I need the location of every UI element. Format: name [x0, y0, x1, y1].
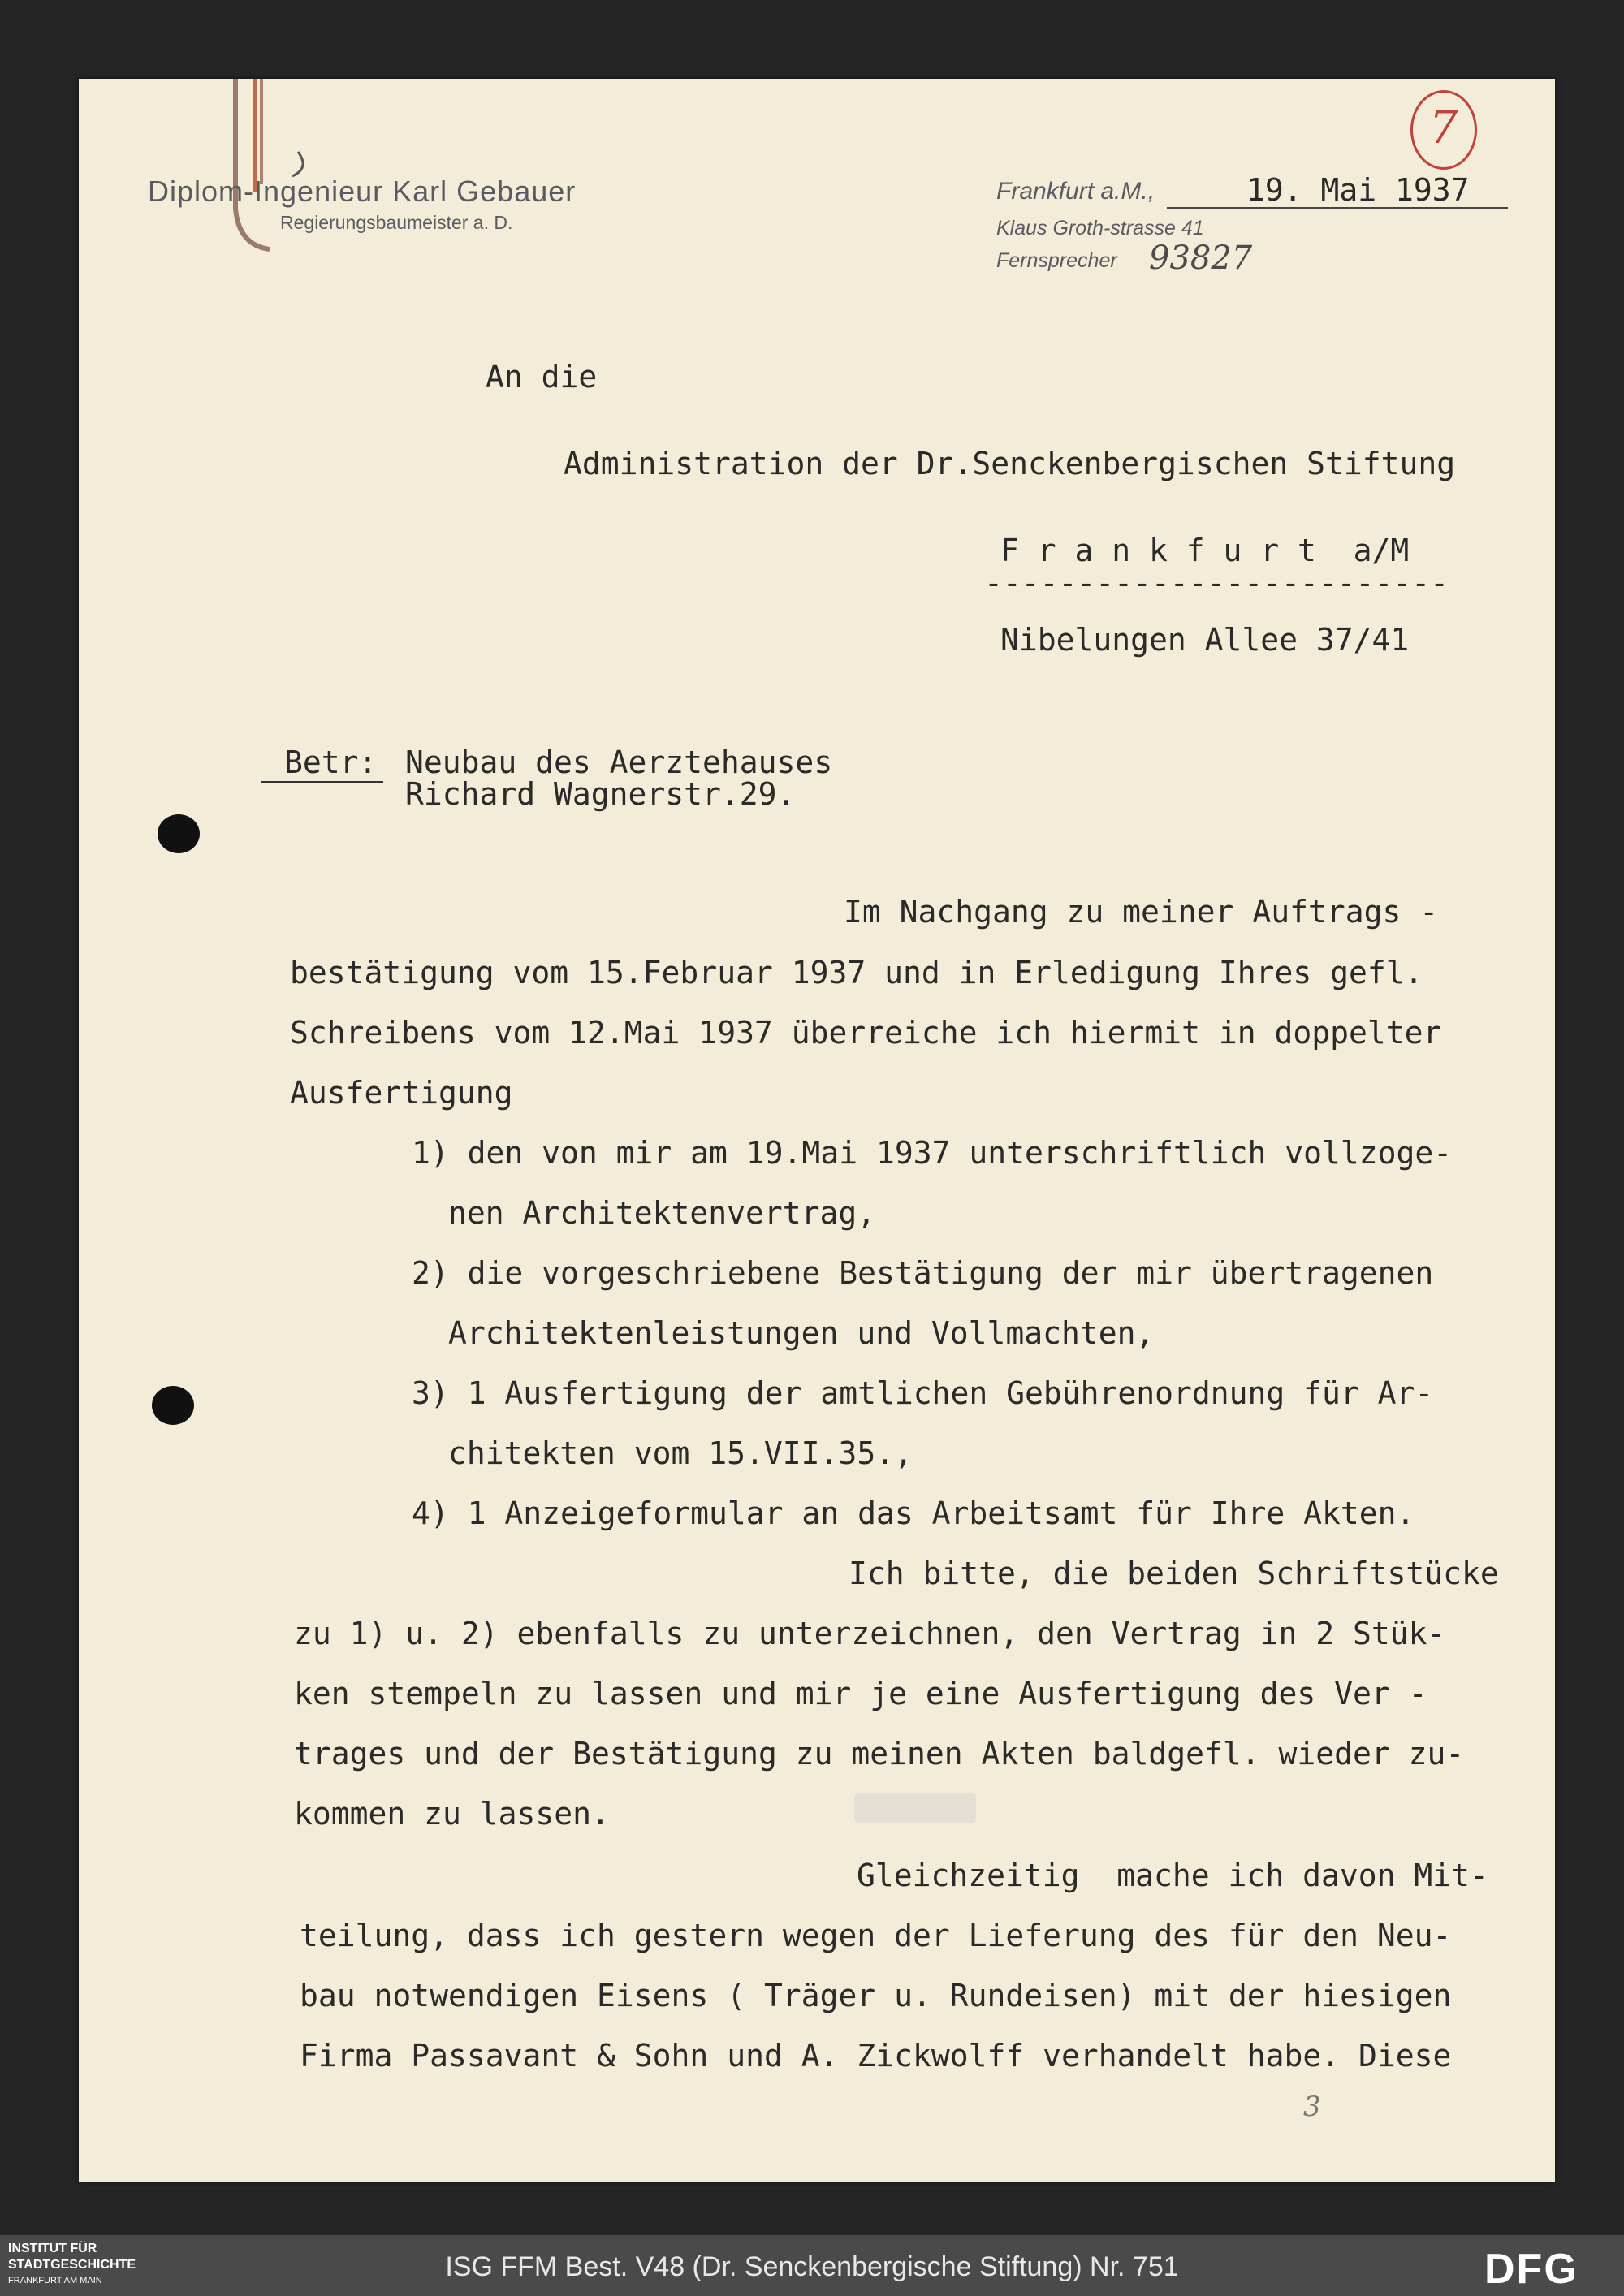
- recipient-line1: An die: [486, 359, 598, 395]
- body-line: Schreibens vom 12.Mai 1937 überreiche ich hiermit in doppelter: [290, 1015, 1442, 1051]
- sender-city: Frankfurt a.M.,: [996, 178, 1155, 205]
- list-item: 3) 1 Ausfertigung der amtlichen Gebührenordnung für Ar-: [412, 1375, 1434, 1411]
- sender-phone-number: 93827: [1149, 240, 1253, 277]
- show-through-smudge: [854, 1793, 976, 1823]
- list-item: chitekten vom 15.VII.35.,: [448, 1435, 913, 1471]
- body-line: Im Nachgang zu meiner Auftrags -: [844, 894, 1439, 930]
- body-line: ken stempeln zu lassen und mir je eine Ausfertigung des Ver -: [294, 1676, 1427, 1711]
- letter-sheet: [79, 79, 1555, 2182]
- institution-line: STADTGESCHICHTE: [8, 2258, 136, 2272]
- recipient-city: F r a n k f u r t a/M: [1000, 533, 1410, 568]
- subject-line2: Richard Wagnerstr.29.: [405, 776, 796, 812]
- body-line: teilung, dass ich gestern wegen der Lieferung des für den Neu-: [300, 1918, 1452, 1953]
- recipient-city-underline: -------------------------: [984, 565, 1449, 601]
- body-line: trages und der Bestätigung zu meinen Akten baldgefl. wieder zu-: [294, 1736, 1465, 1772]
- body-line: bau notwendigen Eisens ( Träger u. Rundeisen) mit der hiesigen: [300, 1978, 1452, 2013]
- sender-street: Klaus Groth-strasse 41: [996, 217, 1204, 240]
- archive-footer: [0, 2235, 1624, 2296]
- institution-line: INSTITUT FÜR: [8, 2242, 97, 2255]
- date-underline: [1167, 207, 1508, 209]
- list-item: Architektenleistungen und Vollmachten,: [448, 1315, 1155, 1351]
- body-line: Ausfertigung: [290, 1075, 513, 1111]
- recipient-street: Nibelungen Allee 37/41: [1000, 622, 1410, 658]
- letter-date: 19. Mai 1937: [1246, 172, 1470, 208]
- sender-phone-label: Fernsprecher: [996, 249, 1117, 272]
- letterhead-name: Diplom-Ingenieur Karl Gebauer: [148, 175, 577, 208]
- dfg-logo-text: DFG: [1484, 2246, 1579, 2287]
- recipient-line2: Administration der Dr.Senckenbergischen Stiftung: [564, 446, 1456, 481]
- letterhead-title: Regierungsbaumeister a. D.: [280, 212, 513, 233]
- body-line: bestätigung vom 15.Februar 1937 und in Erledigung Ihres gefl.: [290, 955, 1423, 990]
- archive-caption: ISG FFM Best. V48 (Dr. Senckenbergische Stiftung) Nr. 751: [445, 2251, 1179, 2282]
- subject-line1: Neubau des Aerztehauses: [405, 744, 833, 780]
- list-item: nen Architektenvertrag,: [448, 1195, 876, 1231]
- punch-hole-bottom: [152, 1386, 194, 1425]
- body-line: Gleichzeitig mache ich davon Mit-: [857, 1858, 1488, 1893]
- body-line: Ich bitte, die beiden Schriftstücke: [849, 1556, 1499, 1591]
- subject-label: Betr:: [284, 744, 378, 780]
- body-line: Firma Passavant & Sohn und A. Zickwolff verhandelt habe. Diese: [300, 2038, 1452, 2074]
- body-line: zu 1) u. 2) ebenfalls zu unterzeichnen, den Vertrag in 2 Stük-: [294, 1616, 1446, 1651]
- subject-label-underline: [261, 781, 383, 783]
- punch-hole-top: [158, 814, 200, 853]
- staple-mark: [221, 79, 318, 265]
- list-item: 4) 1 Anzeigeformular an das Arbeitsamt für Ihre Akten.: [412, 1495, 1415, 1531]
- list-item: 1) den von mir am 19.Mai 1937 unterschriftlich vollzoge-: [412, 1135, 1453, 1171]
- institution-line: FRANKFURT AM MAIN: [8, 2276, 102, 2285]
- list-item: 2) die vorgeschriebene Bestätigung der mir übertragenen: [412, 1255, 1434, 1291]
- page-mark-number: 7: [1429, 101, 1458, 154]
- body-line: kommen zu lassen.: [294, 1796, 610, 1832]
- pencil-page-number: 3: [1303, 2091, 1321, 2123]
- dfg-logo: [1484, 2246, 1606, 2287]
